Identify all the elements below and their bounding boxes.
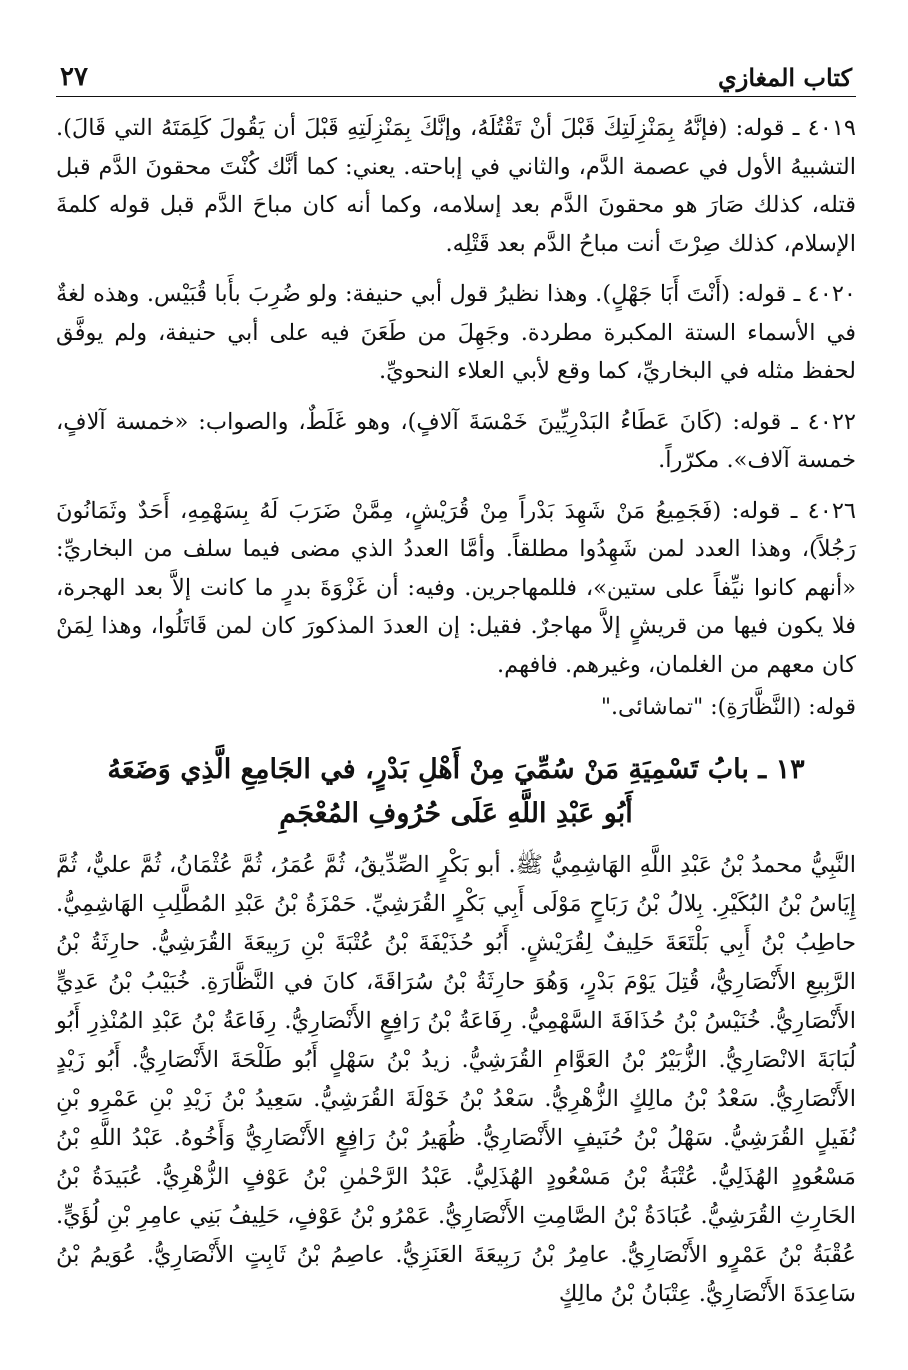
gloss-line: قوله: (النَّظَّارَةِ): "تماشائى.": [600, 695, 856, 720]
book-title: كتاب المغازي: [717, 63, 852, 92]
document-page: [56, 52, 856, 1352]
chapter-heading-line-1: ١٣ ـ بابُ تَسْمِيَةِ مَنْ سُمِّيَ مِنْ أَهْلِ بَدْرٍ، في الجَامِعِ الَّذِي وَضَعَهُ: [107, 754, 805, 785]
note-4022: ٤٠٢٢ ـ قوله: (كَانَ عَطَاءُ البَدْرِيِّينَ خَمْسَةَ آلافٍ)، وهو غَلَطٌ، والصواب: «خمسة آلافٍ، خمسة آلاف». مكرّراً.: [56, 408, 856, 473]
note-4019: ٤٠١٩ ـ قوله: (فإنَّهُ بِمَنْزِلَتِكَ قَبْلَ أنْ تَقْتُلَهُ، وإنَّكَ بِمَنْزِلَتِهِ قَبْلَ أن يَقُولَ كَلِمَتَهُ التي قَالَ). التشبيهُ الأول في عصمة الدَّم، والثاني في إباحته. يعني: كما أنَّك كُنْتَ محقونَ الدَّم قبل قتله، كذلك صَارَ هو محقونَ الدَّم بعد إسلامه، وكما أنه كان مباحَ الدَّم قبل قوله كلمةَ الإسلام، كذلك صِرْتَ أنت مباحُ الدَّم بعد قَتْلِه.: [56, 115, 856, 257]
running-head: [56, 52, 856, 97]
note-4020: ٤٠٢٠ ـ قوله: (أَنْتَ أَبَا جَهْلٍ). وهذا نظيرُ قول أبي حنيفة: ولو ضُرِبَ بأَبا قُبَيْس. وهذه لغةٌ في الأسماء الستة المكبرة مطردة. وجَهِلَ من طَعَنَ فيه على أبي حنيفة، ولم يوفَّق لحفظ مثله في البخاريِّ، كما وقع لأبي العلاء النحويِّ.: [56, 281, 856, 384]
note-4026: ٤٠٢٦ ـ قوله: (فَجَمِيعُ مَنْ شَهِدَ بَدْراً مِنْ قُرَيْشٍ، مِمَّنْ ضَرَبَ لَهُ بِسَهْمِهِ، أَحَدٌ وثَمَانُونَ رَجُلاً)، وهذا العدد لمن شَهِدُوا مطلقاً. وأمَّا العددُ الذي مضى فيما سلف من البخاريِّ: «أنهم كانوا نيِّفاً على ستين»، فللمهاجرين. وفيه: أن غَزْوَةَ بدرٍ ما كانت إلاَّ بعد الهجرة، فلا يكون فيها من قريشٍ إلاَّ مهاجرٌ. فقيل: إن العددَ المذكورَ كان لمن قَاتَلُوا، وهذا لِمَنْ كان معهم من الغلمان، وغيرهم. فافهم.: [56, 497, 856, 678]
chapter-heading-line-2: أَبُو عَبْدِ اللَّهِ عَلَى حُرُوفِ المُعْجَمِ: [279, 798, 633, 829]
page-number: ٢٧: [60, 62, 88, 92]
chapter-heading: [56, 748, 856, 836]
names-list: النَّبِيُّ محمدُ بْنُ عَبْدِ اللَّهِ الهَاشِمِيُّ ﷺ. أبو بَكْرٍ الصِّدِّيقُ، ثُمَّ عُمَرُ، ثُمَّ عُثْمَانُ، ثُمَّ عليٌّ، ثُمَّ إِيَاسُ بْنُ البُكَيْرِ. بِلالُ بْنُ رَبَاحٍ مَوْلَى أَبِي بَكْرٍ القُرَشِيِّ. حَمْزَةُ بْنُ عَبْدِ المُطَّلِبِ الهَاشِمِيُّ. حاطِبُ بْنُ أَبِي بَلْتَعَةَ حَلِيفٌ لِقُرَيْشٍ. أَبُو حُذَيْفَةَ بْنُ عُتْبَةَ بْنِ رَبِيعَةَ القُرَشِيُّ. حارِثَةُ بْنُ الرَّبِيعِ الأَنْصَارِيُّ، قُتِلَ يَوْمَ بَدْرٍ، وَهُوَ حارِثَةُ بْنُ سُرَاقَةَ، كانَ في النَّظَّارَةِ. خُبَيْبُ بْنُ عَدِيٍّ الأَنْصَارِيُّ. خُنَيْسُ بْنُ حُذَافَةَ السَّهْمِيُّ. رِفَاعَةُ بْنُ رَافِعٍ الأَنْصَارِيُّ. رِفَاعَةُ بْنُ عَبْدِ المُنْذِرِ أَبُو لُبَابَةَ الانْصَارِيُّ. الزُّبَيْرُ بْنُ العَوَّامِ القُرَشِيُّ. زيدُ بْنُ سَهْلٍ أَبُو طَلْحَةَ الأَنْصَارِيُّ. أَبُو زَيْدٍ الأَنْصَارِيُّ. سَعْدُ بْنُ مالِكٍ الزُّهْرِيُّ. سَعْدُ بْنُ خَوْلَةَ القُرَشِيُّ. سَعِيدُ بْنُ زَيْدِ بْنِ عَمْرِو بْنِ نُفَيلٍ القُرَشِيُّ. سَهْلُ بْنُ حُنَيفٍ الأَنْصَارِيُّ. ظُهَيرُ بْنُ رَافِعٍ الأَنْصَارِيُّ وَأَخُوهُ. عَبْدُ اللَّهِ بْنُ مَسْعُودٍ الهُذَلِيُّ. عُتْبَةُ بْنُ مَسْعُودٍ الهُذَلِيُّ. عَبْدُ الرَّحْمٰنِ بْنُ عَوْفٍ الزُّهْرِيُّ. عُبَيدَةُ بْنُ الحَارِثِ القُرَشِيُّ. عُبَادَةُ بْنُ الصَّامِتِ الأَنْصَارِيُّ. عَمْرُو بْنُ عَوْفٍ، حَلِيفُ بَنِي عامِرِ بْنِ لُؤَيٍّ. عُقْبَةُ بْنُ عَمْرٍو الأَنْصَارِيُّ. عامِرُ بْنُ رَبِيعَةَ العَنَزِيُّ. عاصِمُ بْنُ ثَابِتٍ الأَنْصَارِيُّ. عُوَيمُ بْنُ سَاعِدَةَ الأَنْصَارِيُّ. عِتْبَانُ بْنُ مالِكٍ: [56, 852, 856, 1307]
